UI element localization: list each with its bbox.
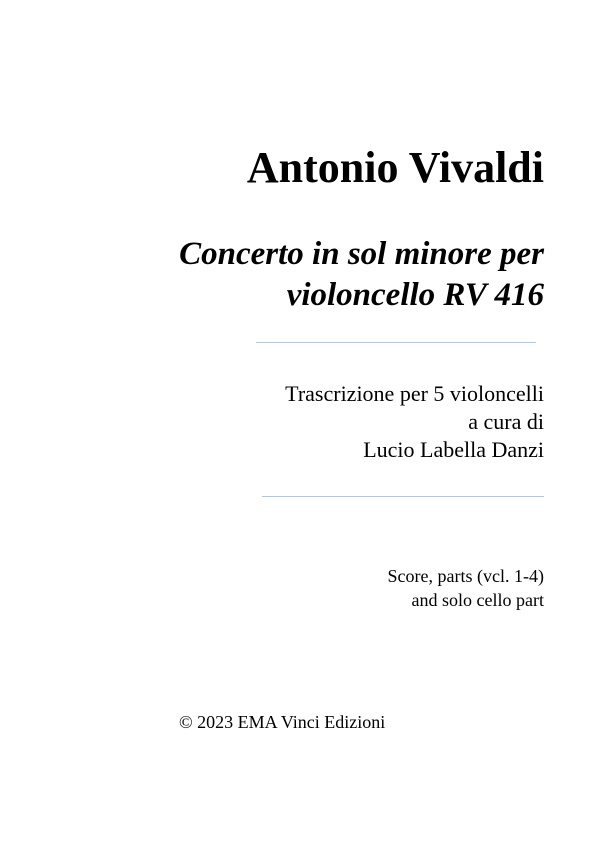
contents-line-1: Score, parts (vcl. 1-4) <box>387 566 544 586</box>
divider-top <box>256 342 536 343</box>
arrangement-line-2: a cura di <box>468 409 544 434</box>
work-title-line-2: violoncello RV 416 <box>286 277 544 313</box>
arranger-name: Lucio Labella Danzi <box>363 437 544 462</box>
arrangement-line-1: Trascrizione per 5 violoncelli <box>285 381 544 406</box>
work-title-line-1: Concerto in sol minore per <box>179 236 544 272</box>
contents-line-2: and solo cello part <box>411 590 544 610</box>
edition-contents <box>388 564 544 612</box>
arrangement-credit <box>285 380 544 464</box>
divider-bottom <box>262 496 544 497</box>
work-title <box>179 234 544 316</box>
copyright-notice: © 2023 EMA Vinci Edizioni <box>179 712 386 732</box>
composer-name: Antonio Vivaldi <box>246 143 544 192</box>
